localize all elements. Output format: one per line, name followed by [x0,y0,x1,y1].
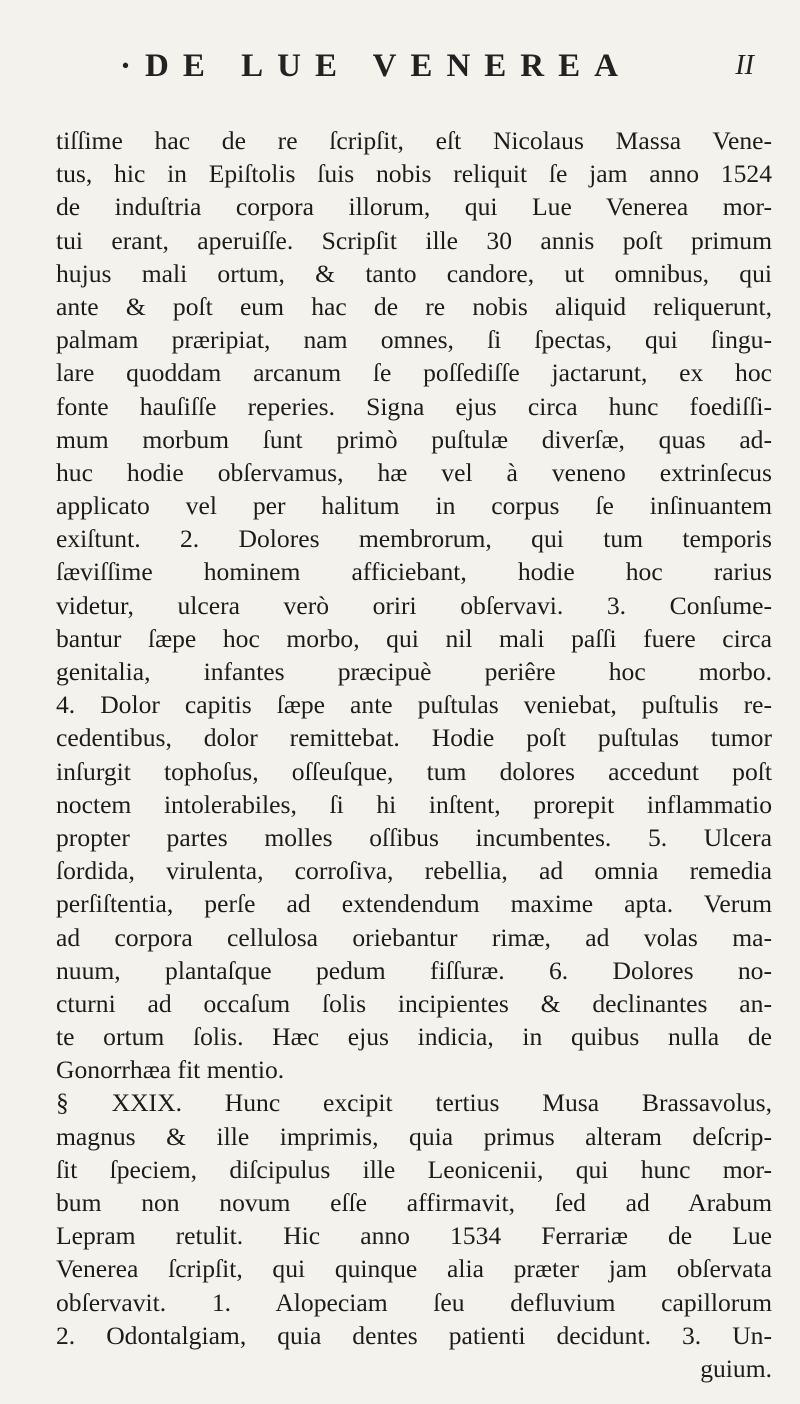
text-line: applicato vel per halitum in corpus ſe inſinuantem [56,491,772,521]
text-line: propter partes molles oſſibus incumbentes. 5. Ulcera [56,822,772,852]
text-line: mum morbum ſunt primò puſtulæ diverſæ, quas ad- [56,424,772,454]
text-line: ſit ſpeciem, diſcipulus ille Leonicenii, qui hunc mor- [56,1154,772,1184]
text-line: tiſſime hac de re ſcripſit, eſt Nicolaus Massa Vene- [56,126,772,155]
text-line: 4. Dolor capitis ſæpe ante puſtulas veniebat, puſtulis re- [56,690,772,720]
text-line: exiſtunt. 2. Dolores membrorum, qui tum temporis [56,524,772,554]
catchword: guium. [700,1353,772,1383]
section-heading-line: § XXIX. Hunc excipit tertius Musa Brassavolus, [56,1088,772,1118]
text-line: perſiſtentia, perſe ad extendendum maxime apta. Verum [56,889,772,919]
text-line: Venerea ſcripſit, qui quinque alia præter jam obſervata [56,1254,772,1284]
text-line: videtur, ulcera verò oriri obſervavi. 3. Conſume- [56,590,772,620]
text-line: hujus mali ortum, & tanto candore, ut omnibus, qui [56,258,772,288]
text-line: ſordida, virulenta, corroſiva, rebellia, ad omnia remedia [56,856,772,886]
text-line: palmam præripiat, nam omnes, ſi ſpectas, qui ſingu- [56,325,772,355]
text-line: bum non novum eſſe affirmavit, ſed ad Arabum [56,1188,772,1217]
text-line: huc hodie obſervamus, hæ vel à veneno extrinſecus [56,457,772,487]
text-line: ante & poſt eum hac de re nobis aliquid reliquerunt, [56,291,772,321]
text-line: tus, hic in Epiſtolis ſuis nobis reliquit ſe jam anno 1524 [56,159,772,189]
body-text [56,124,772,1385]
text-line: tui erant, aperuiſſe. Scripſit ille 30 annis poſt primum [56,225,772,255]
running-title: ·DE LUE VENEREA [120,48,632,84]
text-line: te ortum ſolis. Hæc ejus indicia, in quibus nulla de [56,1022,772,1052]
running-head [56,38,772,90]
text-line: Lepram retulit. Hic anno 1534 Ferrariæ de Lue [56,1221,772,1251]
page-number: II [735,50,754,81]
text-line: ſæviſſime hominem afficiebant, hodie hoc rarius [56,557,772,587]
text-line: de induſtria corpora illorum, qui Lue Venerea mor- [56,192,772,222]
text-line: noctem intolerabiles, ſi hi inſtent, prorepit inflammatio [56,789,772,819]
text-line: ad corpora cellulosa oriebantur rimæ, ad volas ma- [56,922,772,952]
text-line: magnus & ille imprimis, quia primus alteram deſcrip- [56,1121,772,1151]
text-line: nuum, plantaſque pedum fiſſuræ. 6. Dolores no- [56,955,772,985]
text-line: cedentibus, dolor remittebat. Hodie poſt puſtulas tumor [56,723,772,753]
text-line: fonte hauſiſſe reperies. Signa ejus circa hunc foediſſi- [56,391,772,421]
text-line: 2. Odontalgiam, quia dentes patienti decidunt. 3. Un- [56,1320,772,1350]
text-line: lare quoddam arcanum ſe poſſediſſe jactarunt, ex hoc [56,358,772,388]
text-line: obſervavit. 1. Alopeciam ſeu defluvium capillorum [56,1287,772,1317]
text-line: bantur ſæpe hoc morbo, qui nil mali paſſi fuere circa [56,623,772,653]
text-line: inſurgit tophoſus, oſſeuſque, tum dolores accedunt poſt [56,756,772,786]
text-line: cturni ad occaſum ſolis incipientes & declinantes an- [56,988,772,1018]
text-line: Gonorrhæa fit mentio. [56,1055,285,1085]
text-line: genitalia, infantes præcipuè periêre hoc morbo. [56,657,772,686]
